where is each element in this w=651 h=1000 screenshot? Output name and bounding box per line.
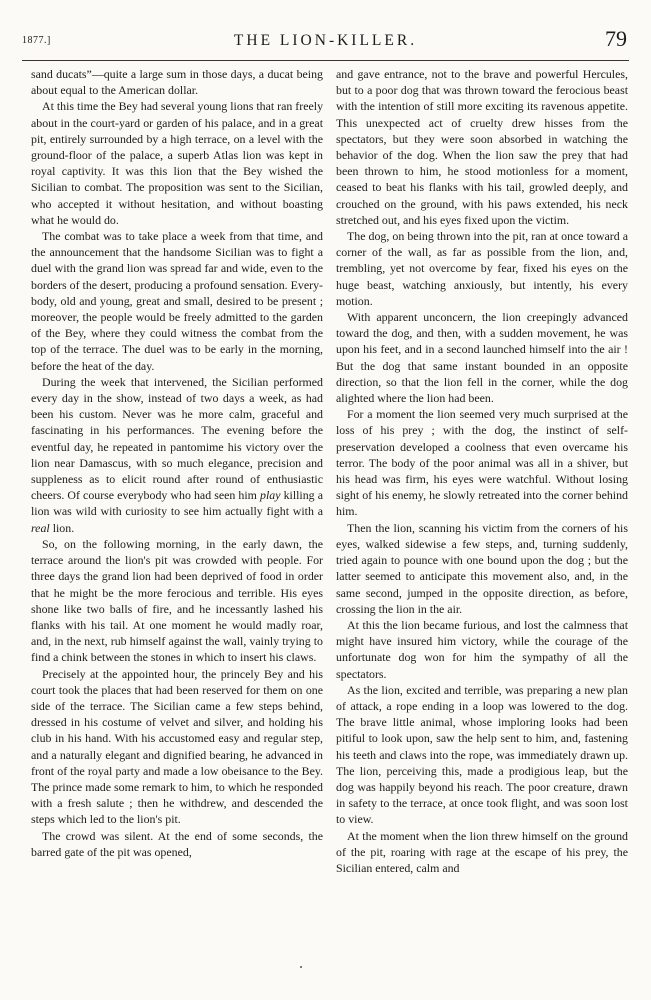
running-title: THE LION-KILLER.	[233, 32, 418, 49]
paragraph: The combat was to take place a week from that time, and the announcement that the handsome Sicilian was to fight a duel with the grand lion was spread far and wide, even to the borders of the desert, producing a profound sensation. Everybody, old and young, great and small, desired to be present ; moreover, the people would be freely admitted to the garden of the Bey, where they could witness the combat from the top of the terrace. The duel was to be early in the morning, before the heat of the day.	[31, 229, 323, 373]
paragraph: As the lion, excited and terrible, was preparing a new plan of attack, a rope ending in a loop was lowered to the dog. The brave little animal, whose imploring looks had been pitiful to look upon, saw the help sent to him, and, fastening his teeth and claws into the rope, was immediately drawn up. The lion, perceiving this, made a prodigious leap, but the dog was happily beyond his reach. The poor creature, drawn in safety to the terrace, at once took flight, and was soon lost to view.	[336, 682, 628, 827]
paragraph	[31, 374, 323, 536]
paragraph: With apparent unconcern, the lion creepingly advanced toward the dog, and then, with a sudden movement, he was upon his feet, and in a second launched himself into the air ! But the dog that same instant bounded in an opposite direction, so that the lion fell in the corner, while the dog alighted where the lion had been.	[336, 310, 628, 406]
header-rule	[22, 60, 629, 61]
page-number: 79	[605, 26, 627, 51]
issue-date: 1877.]	[22, 35, 51, 46]
paragraph: At the moment when the lion threw himself on the ground of the pit, roaring with rage at the escape of his prey, the Sicilian entered, calm and	[336, 828, 628, 875]
paragraph: Precisely at the appointed hour, the princely Bey and his court took the places that had been reserved for them on one side of the terrace. The Sicilian came a few steps behind, dressed in his costume of velvet and silver, and holding his club in his hand. With his accustomed easy and regular step, and a naturally elegant and dignified bearing, he advanced in front of the royal party and made a low obeisance to the Bey. The prince made some remark to him, to which he responded with a fresh salute ; then he withdrew, and descended the steps which led to the lion's pit.	[31, 666, 323, 827]
paragraph: sand ducats”—quite a large sum in those days, a ducat being about equal to the American dollar.	[31, 67, 323, 98]
paragraph: So, on the following morning, in the early dawn, the terrace around the lion's pit was crowded with people. For three days the grand lion had been deprived of food in order that he might be the more ferocious and terrible. His eyes shone like two balls of fire, and he incessantly lashed his flanks with his tail. At one moment he would madly roar, and, in the next, rub himself against the wall, vainly trying to find a chink between the stones in which to insert his claws.	[31, 536, 323, 665]
paragraph: At this the lion became furious, and lost the calmness that might have insured him victory, while the courage of the unfortunate dog won for him the sympathy of all the spectators.	[336, 617, 628, 681]
paragraph: At this time the Bey had several young lions that ran freely about in the court-yard or garden of his palace, and in a great pit, entirely surrounded by a high terrace, on a level with the ground-floor of the palace, a superb Atlas lion was kept in royal captivity. It was this lion that the Bey wished the Sicilian to combat. The proposition was sent to the Sicilian, who accepted it without hesitation, and without boasting what he would do.	[31, 99, 324, 227]
paragraph: The dog, on being thrown into the pit, ran at once toward a corner of the wall, as far as possible from the lion, and, trembling, yet not overcome by fear, fixed his eyes on the huge beast, watching anxiously, but intently, his every motion.	[336, 229, 628, 308]
right-column	[336, 66, 628, 876]
text-run: killing a lion was wild with curiosity to see him actually fight with a	[31, 488, 323, 519]
italic-word: real	[31, 520, 50, 535]
paragraph: The crowd was silent. At the end of some seconds, the barred gate of the pit was opened,	[31, 828, 323, 859]
paragraph: and gave entrance, not to the brave and powerful Hercules, but to a poor dog that was thrown toward the ferocious beast with the intention of still more exciting its ravenous appetite. This unexpected act of cruelty drew hisses from the spectators, but they were soon absorbed in watching the behavior of the dog. When the lion saw the prey that had been thrown to him, he stood motionless for a moment, ceased to beat his flanks with his tail, growled deeply, and crouched on the ground, with his paws extended, his neck stretched out, and his eyes fixed upon the victim.	[336, 67, 628, 227]
print-speck	[300, 966, 302, 968]
running-header	[22, 26, 629, 56]
italic-word: play	[260, 488, 281, 503]
text-run: lion.	[49, 520, 75, 535]
left-column	[31, 66, 323, 860]
paragraph: Then the lion, scanning his victim from the corners of his eyes, walked sidewise a few steps, and, turning suddenly, tried again to pounce with one bound upon the dog ; but the latter seemed to anticipate this movement also, and, in the same second, jumped in the opposite direction, as before, crossing the lion in the air.	[336, 520, 628, 616]
paragraph: For a moment the lion seemed very much surprised at the loss of his prey ; with the dog, the instinct of self-preservation developed a coolness that even overcame his terror. The body of the poor animal was all in a shiver, but his head was firm, his eyes were watchful. Without losing sight of his enemy, he slowly retreated into the corner behind him.	[336, 407, 628, 519]
text-run: During the week that intervened, the Sicilian performed every day in the show, instead of two days a week, as had been his custom. Never was he more calm, graceful and fascinating in his performances. The evening before the eventful day, he repeated in pantomime his victory over the lion near Damascus, with so much elegance, precision and suppleness as to elicit round after round of enthusiastic cheers. Of course everybody who had seen him	[31, 374, 323, 503]
